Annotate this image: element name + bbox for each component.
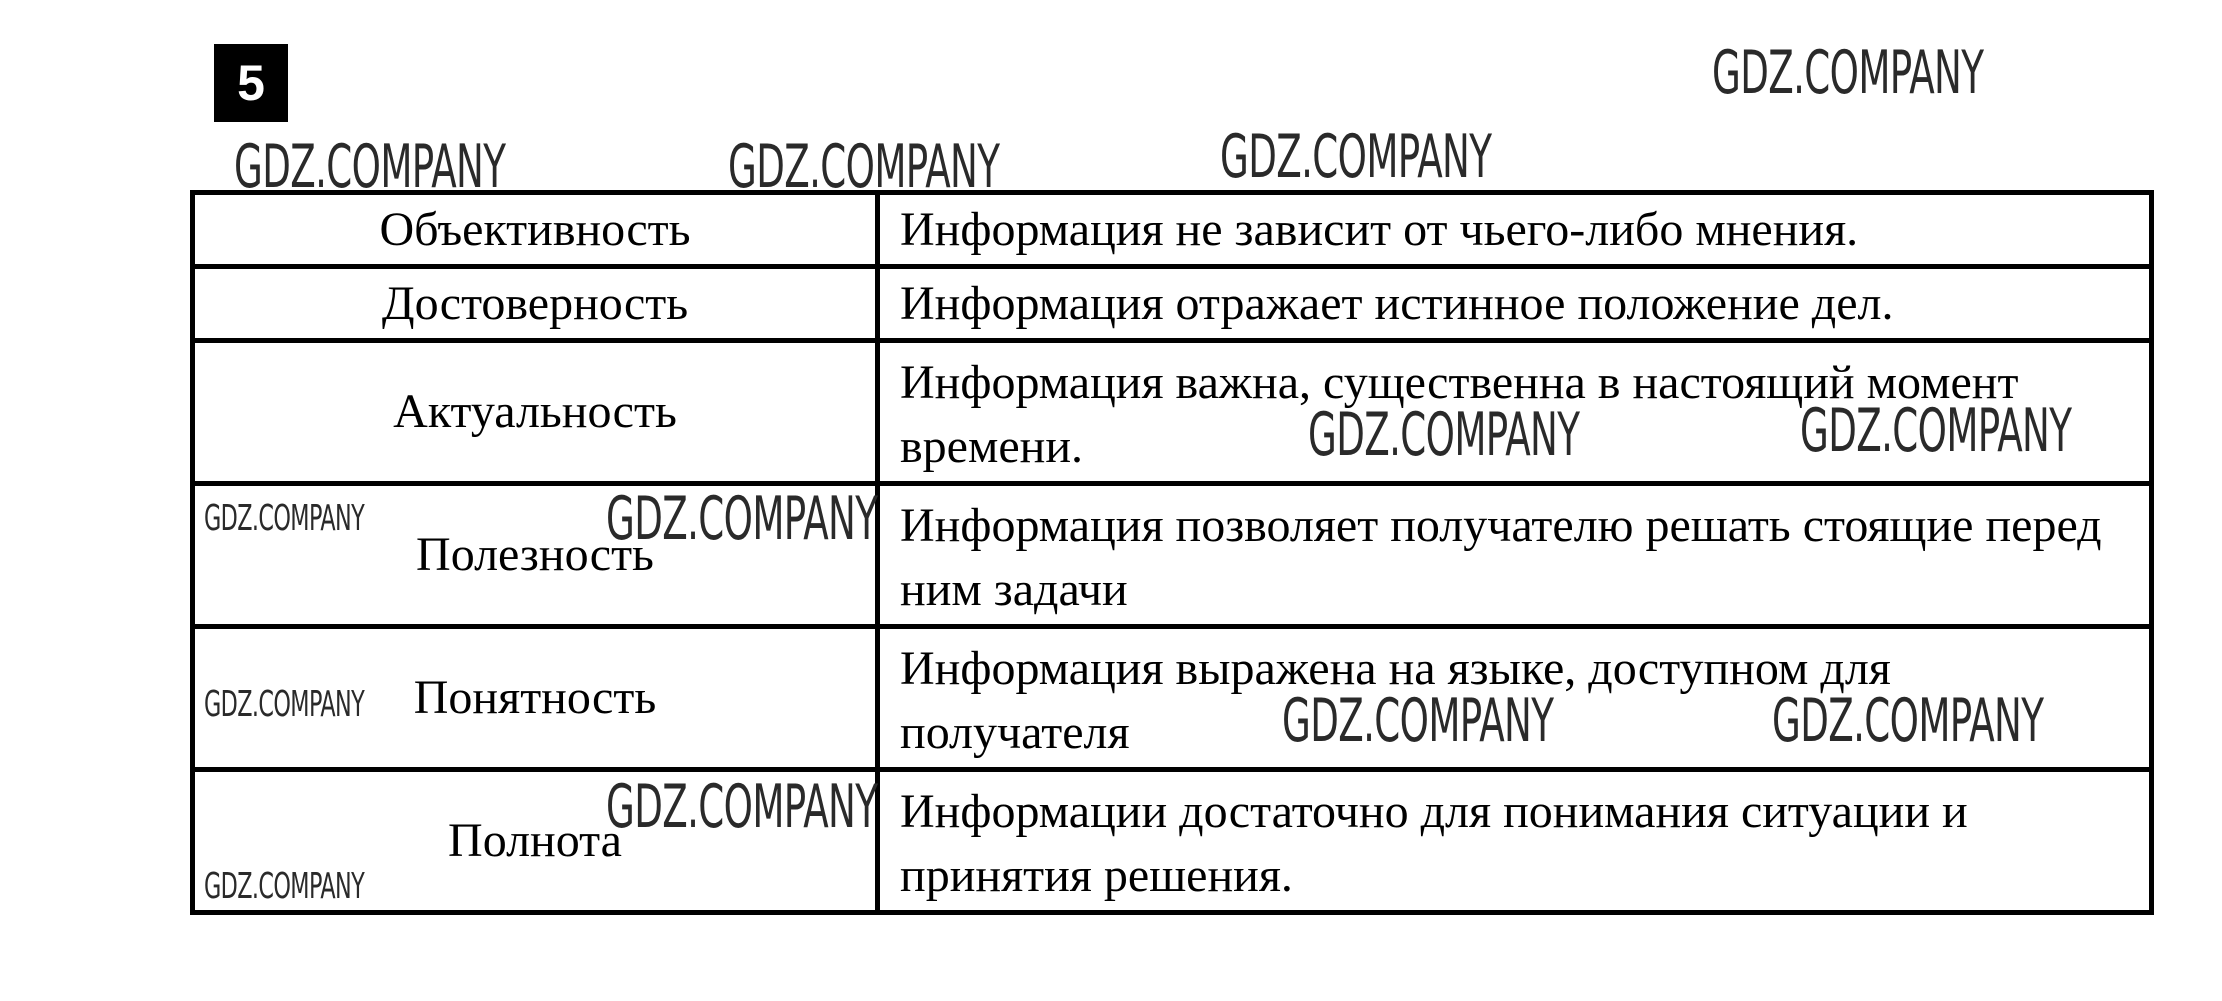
table-row <box>193 627 2152 770</box>
property-description: Информация отражает истинное положение дел. <box>878 267 2152 341</box>
watermark: GDZ.COMPANY <box>1712 38 1984 108</box>
property-description: Информации достаточно для понимания ситуации и принятия решения. <box>878 770 2152 913</box>
watermark: GDZ.COMPANY <box>204 684 365 725</box>
watermark: GDZ.COMPANY <box>606 484 878 554</box>
watermark: GDZ.COMPANY <box>204 866 365 907</box>
watermark: GDZ.COMPANY <box>1800 396 2072 466</box>
watermark: GDZ.COMPANY <box>1308 400 1580 470</box>
watermark: GDZ.COMPANY <box>728 132 1000 202</box>
property-term: Актуальность <box>193 341 878 484</box>
property-term: Достоверность <box>193 267 878 341</box>
watermark: GDZ.COMPANY <box>1220 122 1492 192</box>
task-number-badge: 5 <box>214 44 288 122</box>
watermark: GDZ.COMPANY <box>1772 686 2044 756</box>
watermark: GDZ.COMPANY <box>204 498 365 539</box>
properties-table <box>190 190 2154 915</box>
table-row <box>193 341 2152 484</box>
property-description: Информация позволяет получателю решать стоящие перед ним задачи <box>878 484 2152 627</box>
table-row <box>193 484 2152 627</box>
property-description: Информация важна, существенна в настоящий момент времени. <box>878 341 2152 484</box>
table-row <box>193 267 2152 341</box>
property-term: Понятность <box>193 627 878 770</box>
watermark: GDZ.COMPANY <box>234 132 506 202</box>
property-term: Полнота <box>193 770 878 913</box>
watermark: GDZ.COMPANY <box>606 772 878 842</box>
property-description: Информация выражена на языке, доступном для получателя <box>878 627 2152 770</box>
table-row <box>193 193 2152 267</box>
property-term: Полезность <box>193 484 878 627</box>
watermark: GDZ.COMPANY <box>1282 686 1554 756</box>
property-term: Объективность <box>193 193 878 267</box>
property-description: Информация не зависит от чьего-либо мнения. <box>878 193 2152 267</box>
table-row <box>193 770 2152 913</box>
